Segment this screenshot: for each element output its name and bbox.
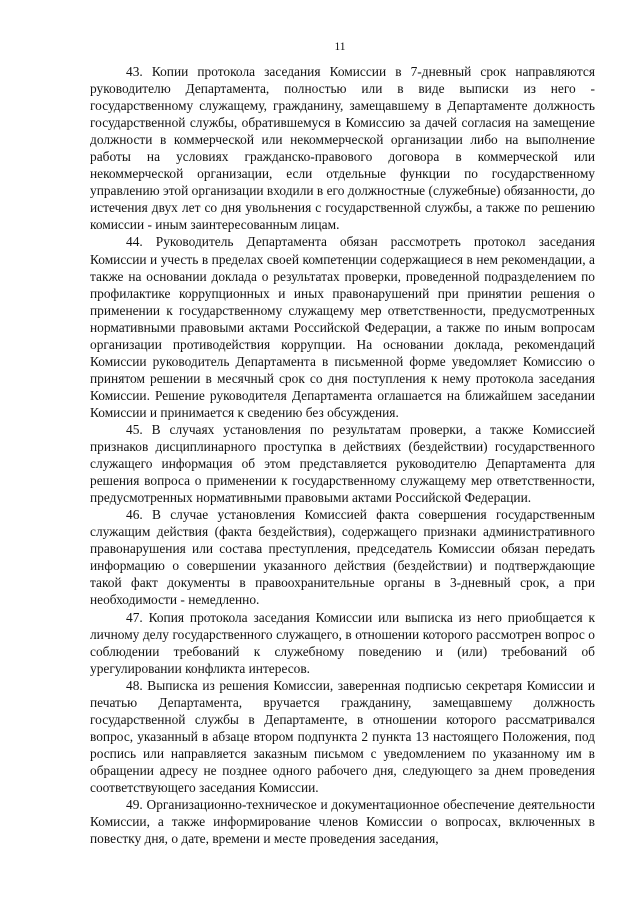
document-body bbox=[90, 63, 595, 847]
paragraph-45: 45. В случаях установления по результатам проверки, а также Комиссией признаков дисциплинарного проступка в действиях (бездействии) государственного служащего информация об этом представляется руководителю Департамента для решения вопроса о применении к государственному служащему мер ответственности, предусмотренных нормативными правовыми актами Российской Федерации. bbox=[90, 421, 595, 506]
paragraph-48: 48. Выписка из решения Комиссии, заверенная подписью секретаря Комиссии и печатью Департамента, вручается гражданину, замещавшему должность государственной службы в Департаменте, в отношении которого рассматривался вопрос, указанный в абзаце втором подпункта 2 пункта 13 настоящего Положения, под роспись или направляется заказным письмом с уведомлением по указанному им в обращении адресу не позднее одного рабочего дня, следующего за днем проведения соответствующего заседания Комиссии. bbox=[90, 677, 595, 795]
paragraph-43: 43. Копии протокола заседания Комиссии в 7-дневный срок направляются руководителю Департамента, полностью или в виде выписки из него - государственному служащему, гражданину, замещавшему в Департаменте должность государственной службы, обратившемуся в Комиссию за дачей согласия на замещение должности в коммерческой или некоммерческой организации либо на выполнение работы на условиях гражданско-правового договора в коммерческой или некоммерческой организации, если отдельные функции по государственному управлению этой организации входили в его должностные (служебные) обязанности, до истечения двух лет со дня увольнения с государственной службы, а также по решению комиссии - иным заинтересованным лицам. bbox=[90, 64, 595, 233]
page-number: 11 bbox=[334, 41, 346, 53]
paragraph-44: 44. Руководитель Департамента обязан рассмотреть протокол заседания Комиссии и учесть в пределах своей компетенции содержащиеся в нем рекомендации, а также на основании доклада о результатах проверки, проведенной подразделением по профилактике коррупционных и иных правонарушений при принятии решения о применении к государственному служащему мер ответственности, предусмотренных нормативными правовыми актами Российской Федерации, а также по иным вопросам организации противодействия коррупции. На основании доклада, рекомендаций Комиссии руководитель Департамента в письменной форме уведомляет Комиссию о принятом решении в месячный срок со дня поступления к нему протокола заседания Комиссии. Решение руководителя Департамента оглашается на ближайшем заседании Комиссии и принимается к сведению без обсуждения. bbox=[90, 234, 595, 420]
paragraph-46: 46. В случае установления Комиссией факта совершения государственным служащим действия (факта бездействия), содержащего признаки административного правонарушения или состава преступления, председатель Комиссии обязан передать информацию о совершении указанного действия (бездействии) и подтверждающие такой факт документы в правоохранительные органы в 3-дневный срок, а при необходимости - немедленно. bbox=[90, 507, 595, 608]
paragraph-47: 47. Копия протокола заседания Комиссии или выписка из него приобщается к личному делу государственного служащего, в отношении которого рассмотрен вопрос о соблюдении требований к служебному поведению и (или) требований об урегулировании конфликта интересов. bbox=[90, 609, 595, 676]
paragraph-49: 49. Организационно-техническое и документационное обеспечение деятельности Комиссии, а также информирование членов Комиссии о вопросах, включенных в повестку дня, о дате, времени и месте проведения заседания, bbox=[90, 797, 595, 847]
